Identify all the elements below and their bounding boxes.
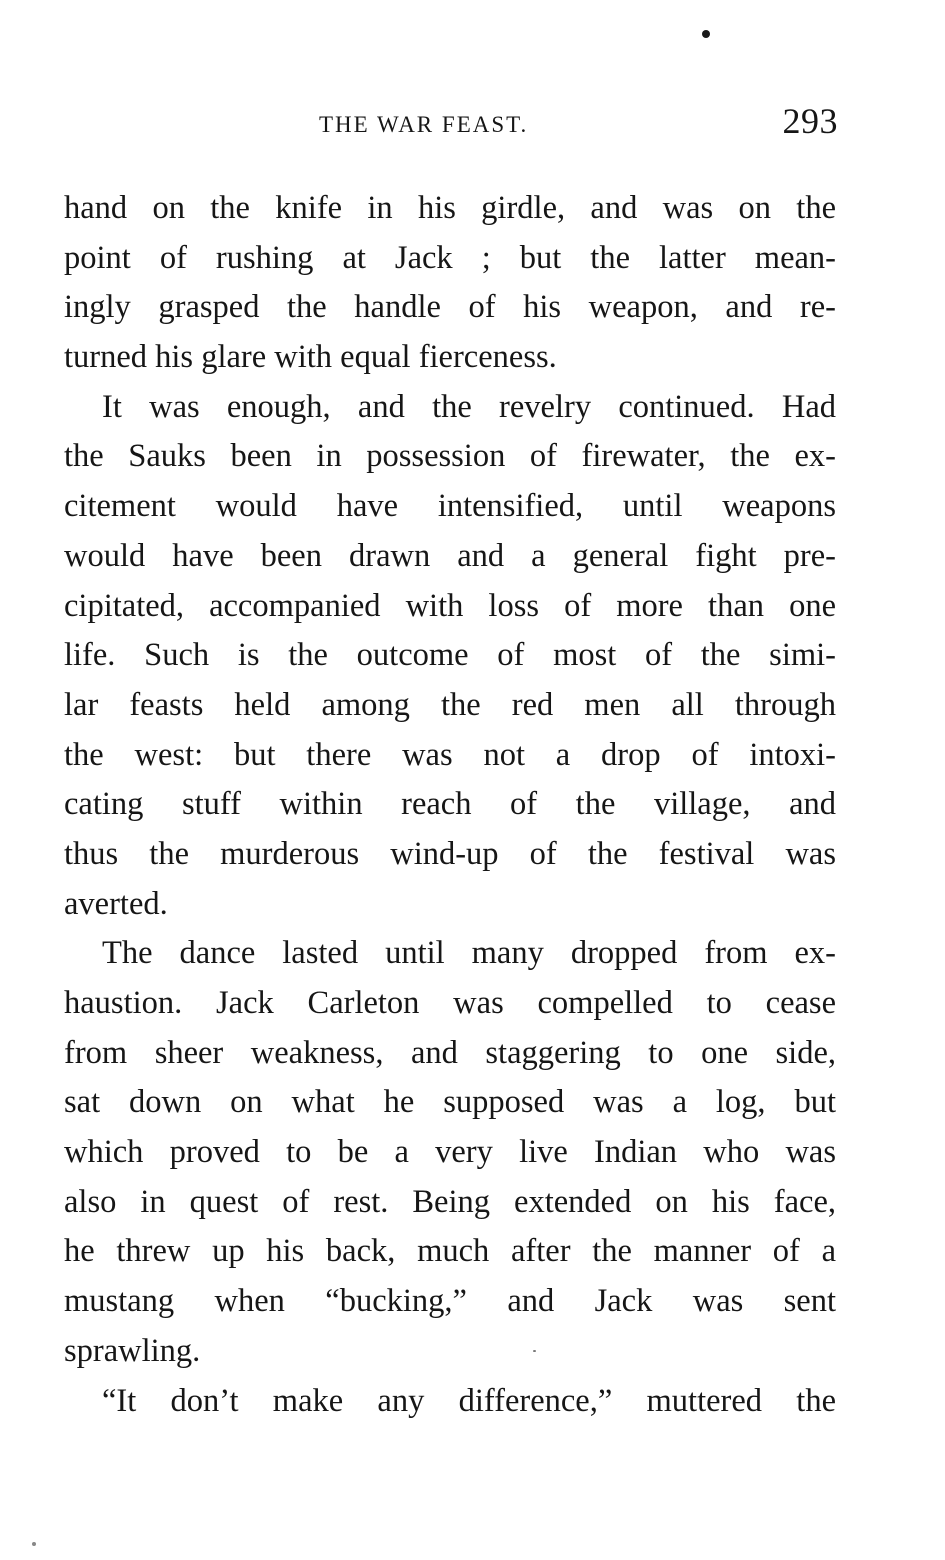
text-line: cipitated, accompanied with loss of more than one <box>64 587 836 624</box>
text-line: sat down on what he supposed was a log, but <box>64 1084 836 1121</box>
body-text <box>64 184 836 1426</box>
text-line: point of rushing at Jack ; but the latter mean- <box>64 239 836 276</box>
ink-speck-top <box>702 30 710 38</box>
text-line-paragraph-start: It was enough, and the revelry continued. Had <box>102 388 836 425</box>
text-line: he threw up his back, much after the manner of a <box>64 1233 836 1270</box>
text-line: mustang when “bucking,” and Jack was sent <box>64 1283 836 1320</box>
text-line: lar feasts held among the red men all through <box>64 686 836 723</box>
text-line: averted. <box>64 885 168 922</box>
text-line: which proved to be a very live Indian who was <box>64 1134 836 1171</box>
text-line: citement would have intensified, until weapons <box>64 488 836 525</box>
text-line: haustion. Jack Carleton was compelled to cease <box>64 985 836 1021</box>
text-line: cating stuff within reach of the village, and <box>64 786 836 823</box>
text-line: thus the murderous wind-up of the festival was <box>64 835 836 872</box>
text-line-paragraph-start: The dance lasted until many dropped from ex- <box>102 935 836 972</box>
text-line-paragraph-start: “It don’t make any difference,” muttered the <box>102 1382 836 1419</box>
page-number: 293 <box>782 101 838 141</box>
text-line: the west: but there was not a drop of intoxi- <box>64 736 836 773</box>
page-header <box>64 100 838 148</box>
text-line: ingly grasped the handle of his weapon, and re- <box>64 289 836 326</box>
text-line: life. Such is the outcome of most of the simi- <box>64 637 836 674</box>
text-line: from sheer weakness, and staggering to one side, <box>64 1034 836 1071</box>
text-line: the Sauks been in possession of firewater, the ex- <box>64 438 836 475</box>
text-line: would have been drawn and a general fight pre- <box>64 537 836 574</box>
ink-speck-bottom <box>32 1542 36 1546</box>
text-line: sprawling. <box>64 1332 201 1369</box>
text-line: also in quest of rest. Being extended on his face, <box>64 1183 836 1220</box>
text-line: hand on the knife in his girdle, and was on the <box>64 190 836 226</box>
text-line: turned his glare with equal fierceness. <box>64 339 557 376</box>
running-head: THE WAR FEAST. <box>319 112 529 137</box>
